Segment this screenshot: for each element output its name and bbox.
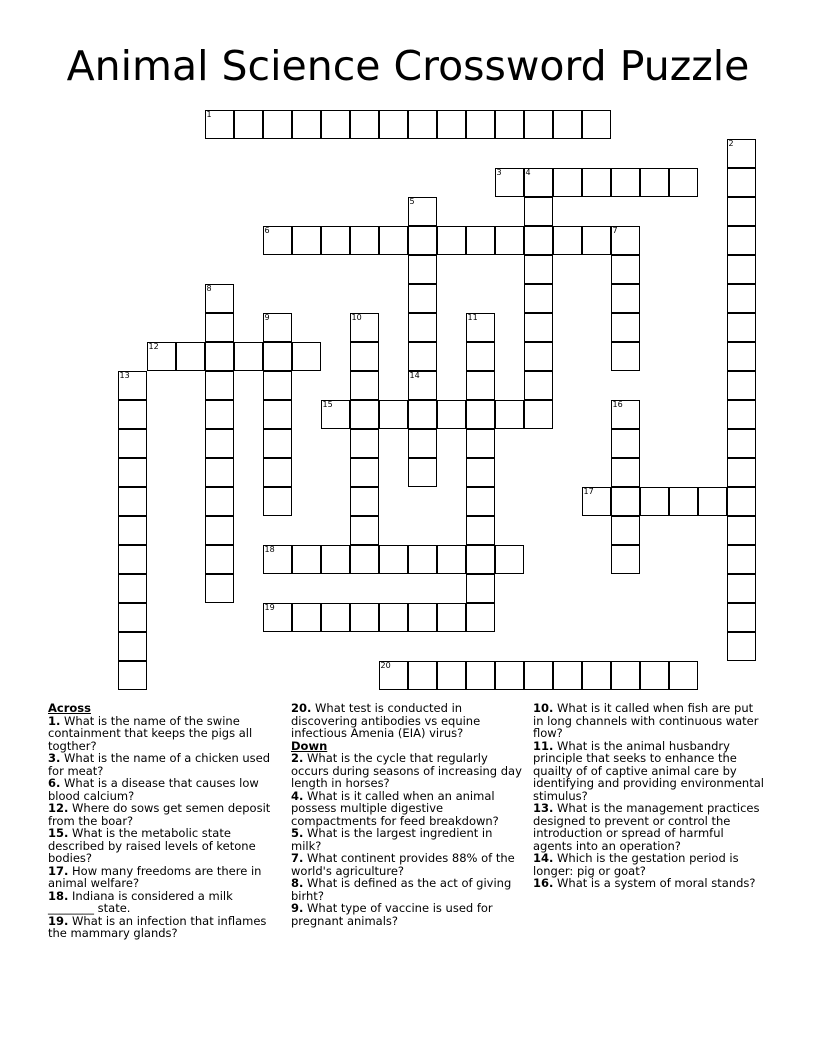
clue-text: How many freedoms are there in animal welfare? (48, 863, 262, 890)
clue-number: 6. (48, 776, 61, 790)
clue-number: 17. (48, 863, 69, 878)
grid-cell[interactable] (698, 487, 727, 516)
clue-number: 18. (48, 888, 69, 903)
clue-1 (48, 715, 280, 753)
grid-cell[interactable] (350, 516, 379, 545)
clue-18 (48, 890, 280, 915)
clue-number-8: 8 (206, 284, 212, 293)
grid-cell[interactable] (205, 371, 234, 400)
clue-number-13: 13 (119, 371, 130, 380)
across-clues-column (48, 702, 280, 940)
clue-number-9: 9 (264, 313, 270, 322)
grid-cell[interactable] (669, 168, 698, 197)
grid-cell[interactable] (118, 574, 147, 603)
grid-cell[interactable] (205, 574, 234, 603)
grid-cell[interactable] (553, 110, 582, 139)
grid-cell[interactable] (437, 661, 466, 690)
grid-cell[interactable] (350, 603, 379, 632)
clue-11 (533, 740, 765, 803)
across-clue-list-continued (291, 702, 523, 740)
clue-number-14: 14 (409, 371, 420, 380)
grid-cell[interactable] (292, 603, 321, 632)
grid-cell[interactable] (408, 226, 437, 255)
clue-number: 2. (291, 751, 304, 765)
grid-cell[interactable] (176, 342, 205, 371)
grid-cell[interactable] (727, 429, 756, 458)
grid-cell[interactable] (524, 110, 553, 139)
clue-number: 14. (533, 851, 554, 865)
mixed-clues-column (291, 702, 523, 927)
clue-16 (533, 877, 765, 890)
grid-cell[interactable] (727, 313, 756, 342)
down-clue-list-continued (533, 702, 765, 890)
grid-cell[interactable] (379, 603, 408, 632)
grid-cell[interactable] (118, 545, 147, 574)
across-clue-list (48, 715, 280, 940)
grid-cell[interactable] (553, 661, 582, 690)
grid-cell[interactable] (350, 429, 379, 458)
grid-cell[interactable] (495, 661, 524, 690)
clue-number-11: 11 (467, 313, 478, 322)
grid-cell[interactable] (437, 400, 466, 429)
grid-cell[interactable] (582, 661, 611, 690)
clue-text: What is defined as the act of giving birht? (291, 876, 512, 903)
clue-number: 4. (291, 788, 304, 803)
grid-cell[interactable] (437, 110, 466, 139)
grid-cell[interactable] (118, 400, 147, 429)
clue-text: What is the largest ingredient in milk? (291, 826, 493, 853)
clue-number: 15. (48, 826, 69, 840)
grid-cell[interactable] (466, 516, 495, 545)
grid-cell[interactable] (611, 313, 640, 342)
grid-cell[interactable] (379, 400, 408, 429)
grid-cell[interactable] (466, 603, 495, 632)
grid-cell[interactable] (524, 342, 553, 371)
grid-cell[interactable] (437, 226, 466, 255)
clue-12 (48, 802, 280, 827)
grid-cell[interactable] (350, 458, 379, 487)
grid-cell[interactable] (350, 342, 379, 371)
grid-cell[interactable] (524, 400, 553, 429)
grid-cell[interactable] (524, 661, 553, 690)
grid-cell[interactable] (727, 458, 756, 487)
grid-cell[interactable] (118, 632, 147, 661)
clue-number-7: 7 (612, 226, 618, 235)
grid-cell[interactable] (263, 400, 292, 429)
grid-cell[interactable] (408, 661, 437, 690)
grid-cell[interactable] (292, 545, 321, 574)
grid-cell[interactable] (408, 255, 437, 284)
grid-cell[interactable] (727, 516, 756, 545)
clue-number: 13. (533, 801, 554, 815)
grid-cell[interactable] (611, 255, 640, 284)
grid-cell[interactable] (495, 226, 524, 255)
grid-cell[interactable] (408, 110, 437, 139)
grid-cell[interactable] (640, 661, 669, 690)
clue-text: Indiana is considered a milk ________ state. (48, 888, 233, 915)
clue-13 (533, 802, 765, 852)
grid-cell[interactable] (350, 226, 379, 255)
clue-14 (533, 852, 765, 877)
down-heading: Down (291, 738, 328, 753)
grid-cell[interactable] (640, 487, 669, 516)
grid-cell[interactable] (118, 458, 147, 487)
clue-15 (48, 827, 280, 865)
grid-cell[interactable] (408, 545, 437, 574)
grid-cell[interactable] (408, 400, 437, 429)
clue-8 (291, 877, 523, 902)
grid-cell[interactable] (611, 429, 640, 458)
grid-cell[interactable] (118, 661, 147, 690)
grid-cell[interactable] (466, 661, 495, 690)
grid-cell[interactable] (553, 168, 582, 197)
clue-text: What is the cycle that regularly occurs during seasons of increasing day length in horses? (291, 751, 522, 790)
clue-17 (48, 865, 280, 890)
clue-7 (291, 852, 523, 877)
grid-cell[interactable] (727, 168, 756, 197)
clue-number-20: 20 (380, 661, 391, 670)
clue-number: 8. (291, 876, 304, 890)
grid-cell[interactable] (524, 197, 553, 226)
grid-cell[interactable] (727, 197, 756, 226)
grid-cell[interactable] (321, 110, 350, 139)
grid-cell[interactable] (727, 371, 756, 400)
grid-cell[interactable] (379, 110, 408, 139)
clue-number-19: 19 (264, 603, 275, 612)
grid-cell[interactable] (466, 342, 495, 371)
clue-number-6: 6 (264, 226, 270, 235)
grid-cell[interactable] (727, 545, 756, 574)
grid-cell[interactable] (408, 458, 437, 487)
clue-text: What is it called when an animal possess multiple digestive compactments for feed breakdown? (291, 788, 499, 828)
grid-cell[interactable] (727, 226, 756, 255)
clue-number: 20. (291, 701, 312, 715)
grid-cell[interactable] (466, 400, 495, 429)
grid-cell[interactable] (263, 371, 292, 400)
clue-9 (291, 902, 523, 927)
grid-cell[interactable] (205, 487, 234, 516)
grid-cell[interactable] (727, 342, 756, 371)
grid-cell[interactable] (379, 545, 408, 574)
grid-cell[interactable] (727, 255, 756, 284)
grid-cell[interactable] (553, 226, 582, 255)
grid-cell[interactable] (234, 342, 263, 371)
grid-cell[interactable] (466, 110, 495, 139)
grid-cell[interactable] (611, 487, 640, 516)
grid-cell[interactable] (669, 487, 698, 516)
grid-cell[interactable] (205, 458, 234, 487)
grid-cell[interactable] (727, 632, 756, 661)
grid-cell[interactable] (582, 226, 611, 255)
grid-cell[interactable] (118, 429, 147, 458)
clue-text: Which is the gestation period is longer: pig or goat? (533, 851, 739, 878)
grid-cell[interactable] (234, 110, 263, 139)
clue-number: 10. (533, 701, 554, 715)
clue-3 (48, 752, 280, 777)
clue-number-1: 1 (206, 110, 212, 119)
clue-number: 3. (48, 751, 61, 765)
clue-number: 12. (48, 801, 69, 815)
across-heading: Across (48, 701, 91, 715)
grid-cell[interactable] (466, 226, 495, 255)
clue-text: What type of vaccine is used for pregnant animals? (291, 901, 493, 928)
clue-text: What continent provides 88% of the world's agriculture? (291, 851, 515, 878)
grid-cell[interactable] (292, 342, 321, 371)
clue-text: What is the name of a chicken used for meat? (48, 751, 271, 778)
grid-cell[interactable] (466, 574, 495, 603)
grid-cell[interactable] (350, 371, 379, 400)
grid-cell[interactable] (408, 313, 437, 342)
grid-cell[interactable] (350, 400, 379, 429)
grid-cell[interactable] (379, 226, 408, 255)
clue-text: What is a system of moral stands? (553, 876, 756, 890)
grid-cell[interactable] (321, 603, 350, 632)
grid-cell[interactable] (321, 545, 350, 574)
grid-cell[interactable] (118, 603, 147, 632)
grid-cell[interactable] (118, 487, 147, 516)
grid-cell[interactable] (205, 400, 234, 429)
clue-number: 11. (533, 738, 554, 753)
grid-cell[interactable] (727, 487, 756, 516)
down-clues-column (533, 702, 765, 890)
puzzle-title: Animal Science Crossword Puzzle (66, 42, 750, 90)
grid-cell[interactable] (408, 342, 437, 371)
grid-cell[interactable] (263, 342, 292, 371)
clue-text: What is an infection that inflames the mammary glands? (48, 913, 267, 940)
clue-19 (48, 915, 280, 940)
grid-cell[interactable] (205, 342, 234, 371)
clue-number-16: 16 (612, 400, 623, 409)
clue-number-5: 5 (409, 197, 415, 206)
clue-text: What test is conducted in discovering antibodies vs equine infectious Amenia (EIA) virus? (291, 701, 481, 740)
grid-cell[interactable] (408, 603, 437, 632)
grid-cell[interactable] (205, 313, 234, 342)
grid-cell[interactable] (466, 429, 495, 458)
grid-cell[interactable] (582, 110, 611, 139)
grid-cell[interactable] (118, 516, 147, 545)
grid-cell[interactable] (611, 661, 640, 690)
grid-cell[interactable] (408, 284, 437, 313)
grid-cell[interactable] (524, 313, 553, 342)
clue-10 (533, 702, 765, 740)
grid-cell[interactable] (408, 429, 437, 458)
grid-cell[interactable] (727, 284, 756, 313)
clue-4 (291, 790, 523, 828)
clue-number: 19. (48, 913, 69, 928)
grid-cell[interactable] (669, 661, 698, 690)
grid-cell[interactable] (466, 458, 495, 487)
grid-cell[interactable] (205, 516, 234, 545)
clue-number: 7. (291, 851, 304, 865)
clue-text: What is it called when fish are put in long channels with continuous water flow? (533, 701, 759, 740)
grid-cell[interactable] (466, 545, 495, 574)
grid-cell[interactable] (466, 487, 495, 516)
clue-text: Where do sows get semen deposit from the boar? (48, 801, 271, 828)
grid-cell[interactable] (727, 400, 756, 429)
clue-number: 9. (291, 901, 304, 915)
grid-cell[interactable] (524, 371, 553, 400)
grid-cell[interactable] (263, 487, 292, 516)
clue-20 (291, 702, 523, 740)
clue-number: 1. (48, 713, 61, 728)
grid-cell[interactable] (263, 429, 292, 458)
grid-cell[interactable] (495, 110, 524, 139)
clue-number-15: 15 (322, 400, 333, 409)
clue-number-4: 4 (525, 168, 531, 177)
grid-cell[interactable] (263, 458, 292, 487)
grid-cell[interactable] (205, 429, 234, 458)
grid-cell[interactable] (611, 458, 640, 487)
clue-text: What is the management practices designed to prevent or control the introduction or spread of harmful agents into an operation? (533, 801, 760, 853)
grid-cell[interactable] (437, 603, 466, 632)
grid-cell[interactable] (524, 284, 553, 313)
clue-number-17: 17 (583, 487, 594, 496)
grid-cell[interactable] (495, 545, 524, 574)
grid-cell[interactable] (292, 110, 321, 139)
grid-cell[interactable] (611, 545, 640, 574)
grid-cell[interactable] (611, 284, 640, 313)
clue-text: What is a disease that causes low blood calcium? (48, 776, 259, 803)
grid-cell[interactable] (611, 168, 640, 197)
down-clue-list (291, 752, 523, 927)
grid-cell[interactable] (350, 545, 379, 574)
grid-cell[interactable] (640, 168, 669, 197)
grid-cell[interactable] (727, 574, 756, 603)
clue-5 (291, 827, 523, 852)
grid-cell[interactable] (205, 545, 234, 574)
grid-cell[interactable] (263, 110, 292, 139)
clue-text: What is the animal husbandry principle that seeks to enhance the quailty of of captive animal care by identifying and providing environmental stimulus? (533, 738, 764, 803)
grid-cell[interactable] (727, 603, 756, 632)
grid-cell[interactable] (350, 110, 379, 139)
clue-6 (48, 777, 280, 802)
grid-cell[interactable] (582, 168, 611, 197)
grid-cell[interactable] (437, 545, 466, 574)
grid-cell[interactable] (611, 516, 640, 545)
clue-2 (291, 752, 523, 790)
clue-number-12: 12 (148, 342, 159, 351)
clue-number-10: 10 (351, 313, 362, 322)
grid-cell[interactable] (611, 342, 640, 371)
clue-text: What is the name of the swine containment that keeps the pigs all togther? (48, 713, 253, 753)
grid-cell[interactable] (495, 400, 524, 429)
grid-cell[interactable] (524, 255, 553, 284)
clue-number-2: 2 (728, 139, 734, 148)
clue-number-18: 18 (264, 545, 275, 554)
clue-text: What is the metabolic state described by raised levels of ketone bodies? (48, 826, 256, 865)
grid-cell[interactable] (524, 226, 553, 255)
grid-cell[interactable] (466, 371, 495, 400)
grid-cell[interactable] (292, 226, 321, 255)
clue-number: 16. (533, 876, 554, 890)
clue-number: 5. (291, 826, 304, 840)
grid-cell[interactable] (321, 226, 350, 255)
clue-number-3: 3 (496, 168, 502, 177)
grid-cell[interactable] (350, 487, 379, 516)
